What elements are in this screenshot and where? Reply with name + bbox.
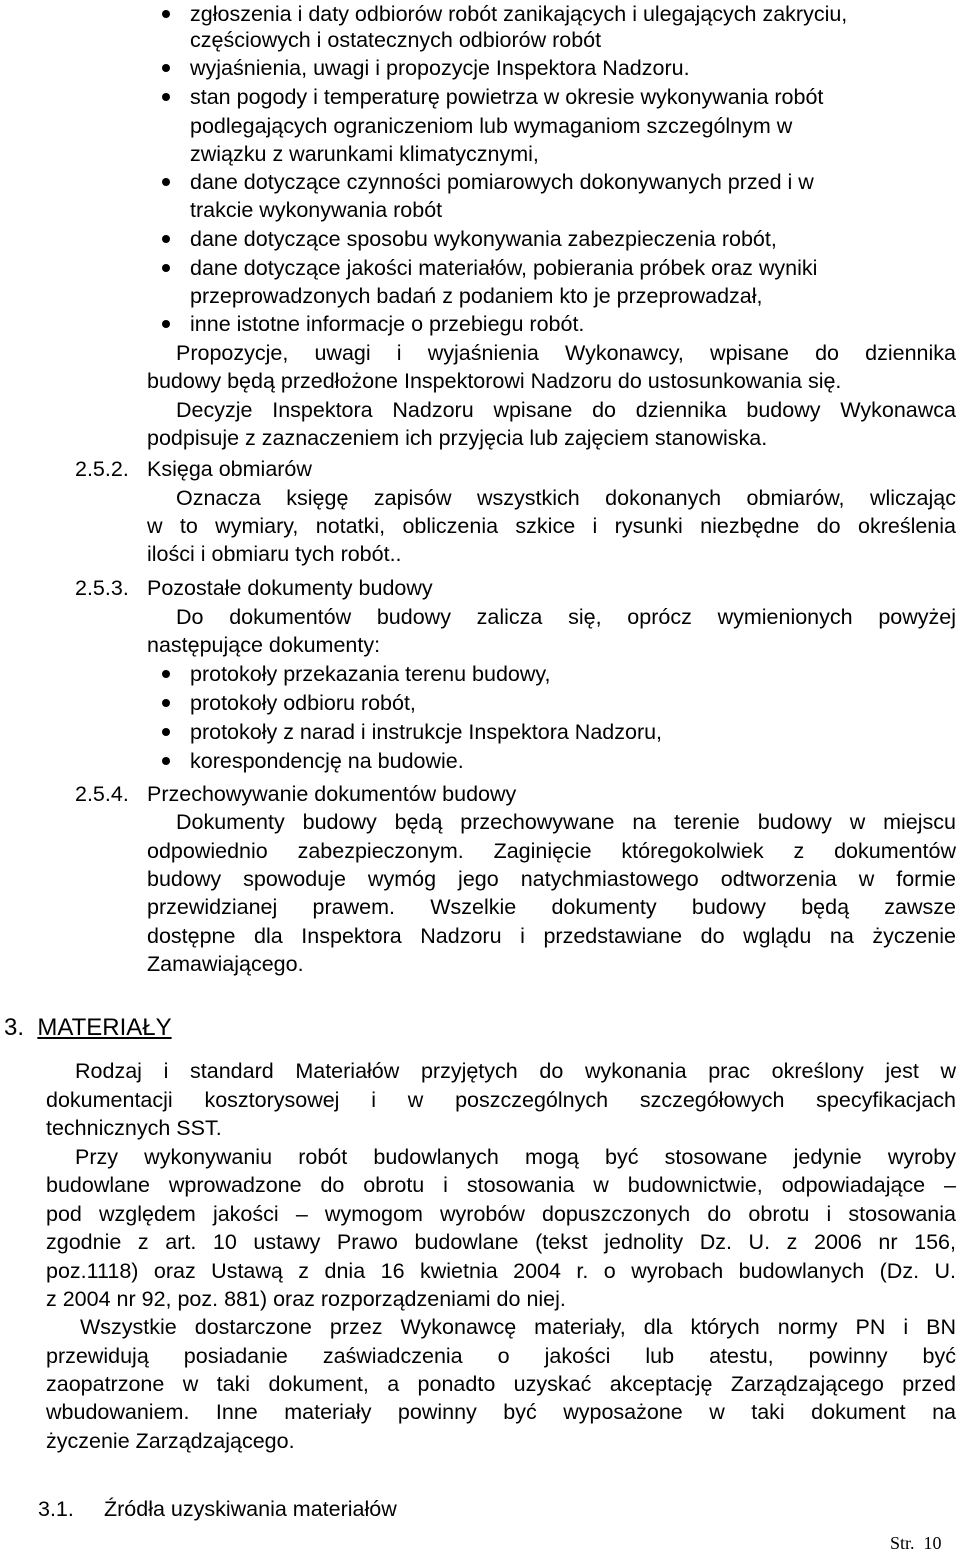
section-title: Księga obmiarów — [147, 457, 312, 481]
list-item: dane dotyczące sposobu wykonywania zabezpieczenia robót, — [190, 227, 777, 251]
page-number: 10 — [923, 1533, 942, 1553]
bullet-dot — [162, 235, 170, 243]
paragraph-line: technicznych SST. — [46, 1116, 222, 1140]
paragraph-line: Dokumenty budowy będą przechowywane na terenie budowy w miejscu — [176, 810, 956, 834]
subsection-title: Źródła uzyskiwania materiałów — [104, 1497, 397, 1521]
paragraph-line: Rodzaj i standard Materiałów przyjętych do wykonania prac określony jest w — [75, 1059, 956, 1083]
bullet-dot — [162, 10, 170, 18]
paragraph-line: następujące dokumenty: — [147, 633, 381, 657]
paragraph-line: z 2004 nr 92, poz. 881) oraz rozporządzeniami do niej. — [46, 1287, 566, 1311]
paragraph-line: Propozycje, uwagi i wyjaśnienia Wykonawcy, wpisane do dziennika — [176, 341, 956, 365]
subsection-number: 3.1. — [38, 1497, 74, 1521]
bullet-dot — [162, 264, 170, 272]
bullet-dot — [162, 178, 170, 186]
list-item: protokoły z narad i instrukcje Inspektora Nadzoru, — [190, 720, 663, 744]
paragraph-line: wbudowaniem. Inne materiały powinny być wyposażone w taki dokument na — [46, 1400, 956, 1424]
section-number: 2.5.3. — [75, 576, 129, 600]
chapter-number: 3. — [4, 1014, 25, 1041]
section-title: Pozostałe dokumenty budowy — [147, 576, 433, 600]
page-label: Str. — [890, 1533, 915, 1553]
list-item-cont: podlegających ograniczeniom lub wymaganiom szczególnym w — [190, 114, 793, 138]
paragraph-line: Zamawiającego. — [147, 952, 304, 976]
paragraph-line: budowy będą przedłożone Inspektorowi Nadzoru do ustosunkowania się. — [147, 369, 842, 393]
bullet-dot — [162, 728, 170, 736]
paragraph-line: Oznacza księgę zapisów wszystkich dokonanych obmiarów, wliczając — [176, 486, 956, 510]
section-title: Przechowywanie dokumentów budowy — [147, 782, 517, 806]
paragraph-line: życzenie Zarządzającego. — [46, 1429, 295, 1453]
paragraph-line: budowlane wprowadzone do obrotu i stosowania w budownictwie, odpowiadające – — [46, 1173, 956, 1197]
paragraph-line: zgodnie z art. 10 ustawy Prawo budowlane (tekst jednolity Dz. U. z 2006 nr 156, — [46, 1230, 956, 1254]
list-item-cont: przeprowadzonych badań z podaniem kto je przeprowadzał, — [190, 284, 763, 308]
bullet-dot — [162, 670, 170, 678]
paragraph-line: odpowiednio zabezpieczonym. Zaginięcie któregokolwiek z dokumentów — [147, 839, 956, 863]
list-item-cont: związku z warunkami klimatycznymi, — [190, 142, 539, 166]
paragraph-line: dokumentacji kosztorysowej i w poszczególnych szczegółowych specyfikacjach — [46, 1088, 956, 1112]
paragraph-line: pod względem jakości – wymogom wyrobów dopuszczonych do obrotu i stosowania — [46, 1202, 956, 1226]
list-item: dane dotyczące jakości materiałów, pobierania próbek oraz wyniki — [190, 256, 818, 280]
list-item-cont: trakcie wykonywania robót — [190, 198, 443, 222]
paragraph-line: budowy spowoduje wymóg jego natychmiastowego odtworzenia w formie — [147, 867, 956, 891]
paragraph-line: podpisuje z zaznaczeniem ich przyjęcia lub zajęciem stanowiska. — [147, 426, 768, 450]
paragraph-line: przewidują posiadanie zaświadczenia o jakości lub atestu, powinny być — [46, 1344, 956, 1368]
list-item: stan pogody i temperaturę powietrza w okresie wykonywania robót — [190, 85, 824, 109]
paragraph-line: ilości i obmiaru tych robót.. — [147, 542, 402, 566]
paragraph-line: dostępne dla Inspektora Nadzoru i przedstawiane do wglądu na życzenie — [147, 924, 956, 948]
bullet-dot — [162, 320, 170, 328]
list-item: protokoły przekazania terenu budowy, — [190, 662, 551, 686]
page-footer — [890, 1533, 942, 1554]
section-number: 2.5.2. — [75, 457, 129, 481]
chapter-title: MATERIAŁY — [37, 1014, 172, 1041]
bullet-dot — [162, 93, 170, 101]
paragraph-line: Wszystkie dostarczone przez Wykonawcę materiały, dla których normy PN i BN — [80, 1315, 956, 1339]
paragraph-line: Przy wykonywaniu robót budowlanych mogą być stosowane jedynie wyroby — [75, 1145, 956, 1169]
list-item: zgłoszenia i daty odbiorów robót zanikających i ulegających zakryciu, — [190, 2, 848, 26]
bullet-dot — [162, 757, 170, 765]
list-item: protokoły odbioru robót, — [190, 691, 416, 715]
paragraph-line: w to wymiary, notatki, obliczenia szkice i rysunki niezbędne do określenia — [147, 514, 956, 538]
list-item: dane dotyczące czynności pomiarowych dokonywanych przed i w — [190, 170, 814, 194]
chapter-heading — [4, 1013, 172, 1043]
list-item: inne istotne informacje o przebiegu robót. — [190, 312, 585, 336]
list-item: korespondencję na budowie. — [190, 749, 464, 773]
paragraph-line: zaopatrzone w taki dokument, a ponadto uzyskać akceptację Zarządzającego przed — [46, 1372, 956, 1396]
bullet-dot — [162, 699, 170, 707]
list-item: wyjaśnienia, uwagi i propozycje Inspektora Nadzoru. — [190, 56, 690, 80]
paragraph-line: Do dokumentów budowy zalicza się, oprócz wymienionych powyżej — [176, 605, 956, 629]
list-item-cont: częściowych i ostatecznych odbiorów robót — [190, 28, 602, 52]
section-number: 2.5.4. — [75, 782, 129, 806]
paragraph-line: przewidzianej prawem. Wszelkie dokumenty budowy będą zawsze — [147, 895, 956, 919]
bullet-dot — [162, 64, 170, 72]
paragraph-line: Decyzje Inspektora Nadzoru wpisane do dziennika budowy Wykonawca — [176, 398, 956, 422]
paragraph-line: poz.1118) oraz Ustawą z dnia 16 kwietnia 2004 r. o wyrobach budowlanych (Dz. U. — [46, 1259, 956, 1283]
